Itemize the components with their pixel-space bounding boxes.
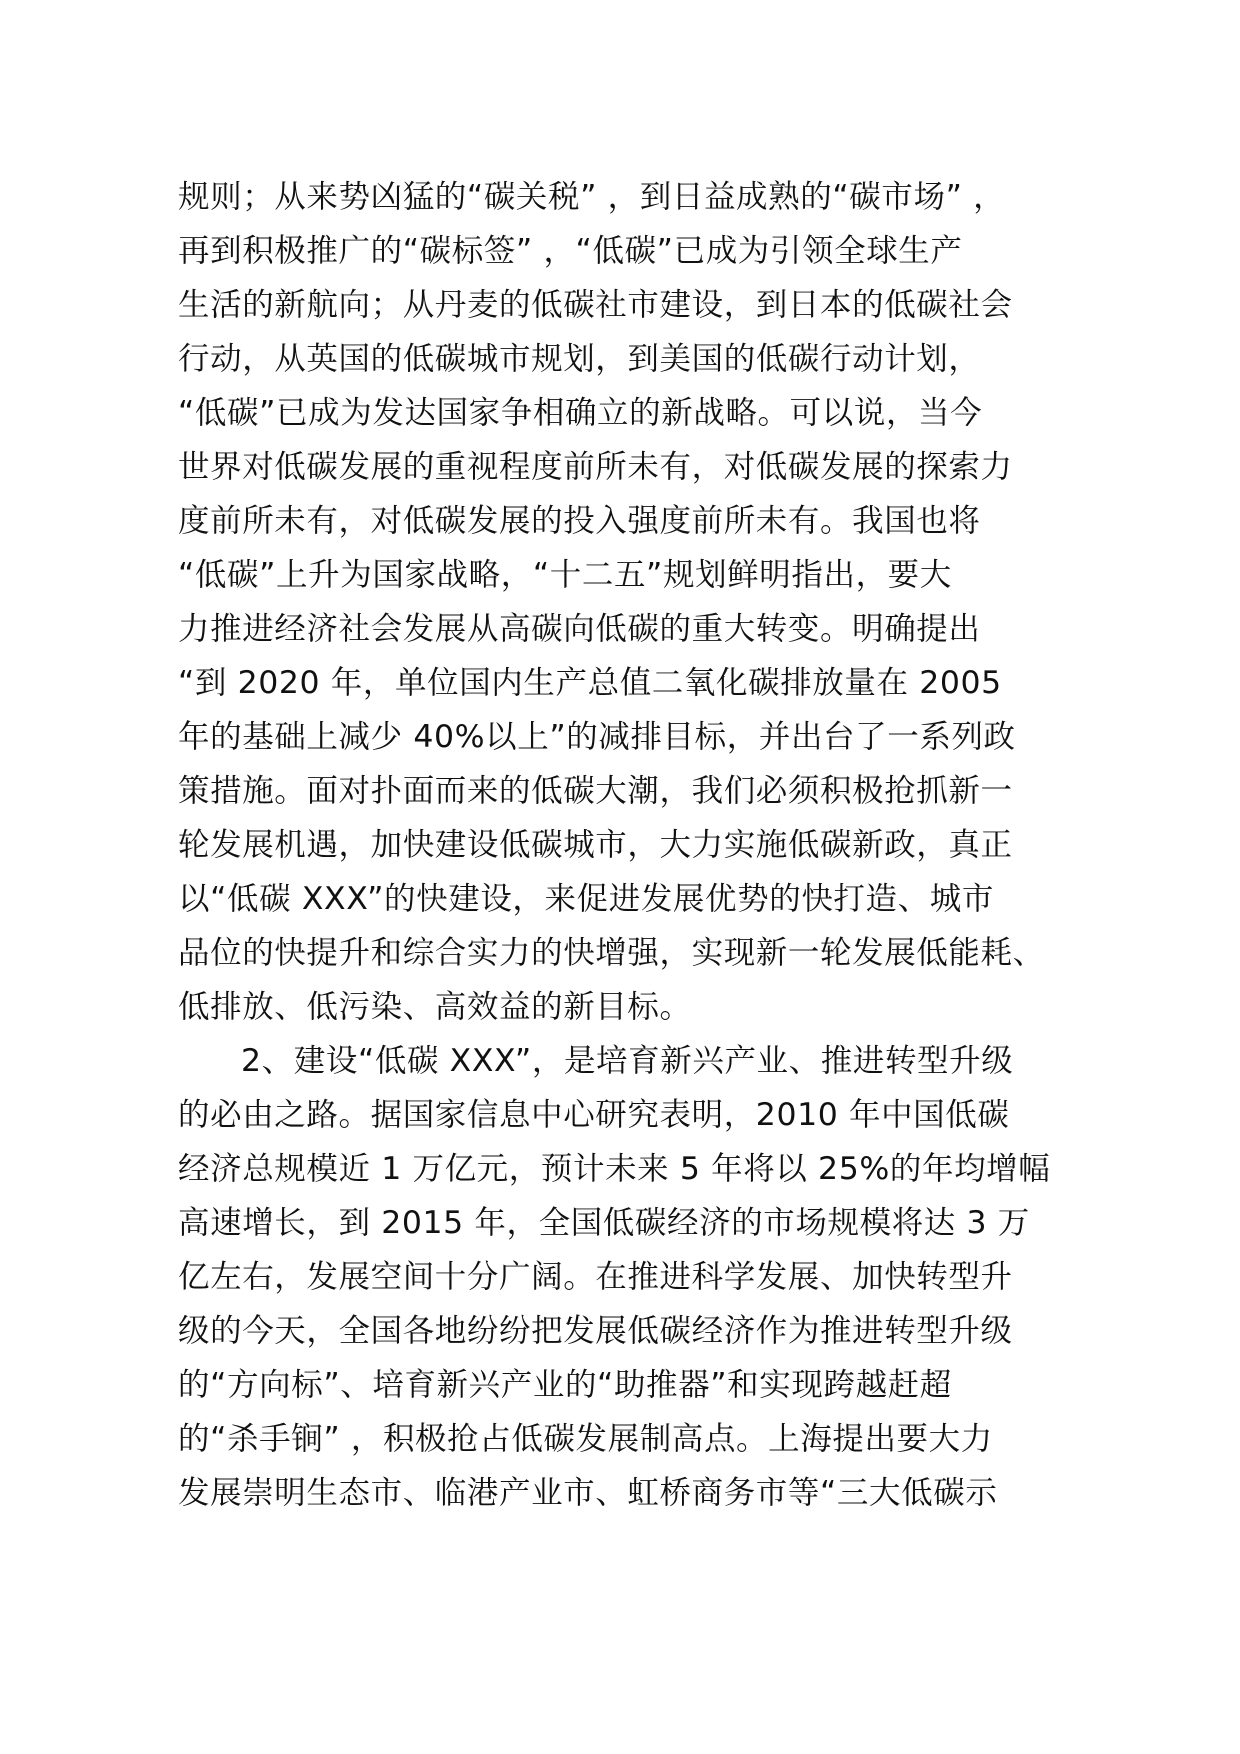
- text-line: 行动，从英国的低碳城市规划，到美国的低碳行动计划，: [178, 341, 981, 377]
- text-line: 级的今天，全国各地纷纷把发展低碳经济作为推进转型升级: [178, 1313, 1013, 1349]
- text-line: 的“杀手锏” ，积极抢占低碳发展制高点。上海提出要大力: [178, 1421, 993, 1457]
- text-line: 生活的新航向；从丹麦的低碳社市建设，到日本的低碳社会: [178, 287, 1013, 323]
- text-line: 规则；从来势凶猛的“碳关税” ，到日益成熟的“碳市场” ，: [178, 179, 1006, 215]
- text-line: 度前所未有，对低碳发展的投入强度前所未有。我国也将: [178, 503, 981, 539]
- text-line: 的“方向标”、培育新兴产业的“助推器”和实现跨越赶超: [178, 1367, 952, 1403]
- text-line: 品位的快提升和综合实力的快增强，实现新一轮发展低能耗、: [178, 935, 1045, 971]
- text-line: 低排放、低污染、高效益的新目标。: [178, 989, 692, 1025]
- text-line: 年的基础上减少 40%以上”的减排目标，并出台了一系列政: [178, 719, 1016, 755]
- text-line: “到 2020 年，单位国内生产总值二氧化碳排放量在 2005: [178, 665, 1002, 701]
- document-body: [178, 170, 1098, 1520]
- text-line: 的必由之路。据国家信息中心研究表明，2010 年中国低碳: [178, 1097, 1010, 1133]
- text-line: “低碳”已成为发达国家争相确立的新战略。可以说，当今: [178, 395, 983, 431]
- text-line: 力推进经济社会发展从高碳向低碳的重大转变。明确提出: [178, 611, 981, 647]
- text-line: 策措施。面对扑面而来的低碳大潮，我们必须积极抢抓新一: [178, 773, 1013, 809]
- text-line: 轮发展机遇，加快建设低碳城市，大力实施低碳新政，真正: [178, 827, 1013, 863]
- text-line: 亿左右，发展空间十分广阔。在推进科学发展、加快转型升: [178, 1259, 1013, 1295]
- text-line: “低碳”上升为国家战略，“十二五”规划鲜明指出，要大: [178, 557, 952, 593]
- paragraph-start-line: 2、建设“低碳 XXX”，是培育新兴产业、推进转型升级: [241, 1043, 1014, 1079]
- text-line: 高速增长，到 2015 年，全国低碳经济的市场规模将达 3 万: [178, 1205, 1030, 1241]
- text-line: 再到积极推广的“碳标签” ，“低碳”已成为引领全球生产: [178, 233, 963, 269]
- text-line: 发展崇明生态市、临港产业市、虹桥商务市等“三大低碳示: [178, 1475, 998, 1511]
- text-line: 世界对低碳发展的重视程度前所未有，对低碳发展的探索力: [178, 449, 1013, 485]
- text-line: 经济总规模近 1 万亿元，预计未来 5 年将以 25%的年均增幅: [178, 1151, 1051, 1187]
- text-line: 以“低碳 XXX”的快建设，来促进发展优势的快打造、城市: [178, 881, 994, 917]
